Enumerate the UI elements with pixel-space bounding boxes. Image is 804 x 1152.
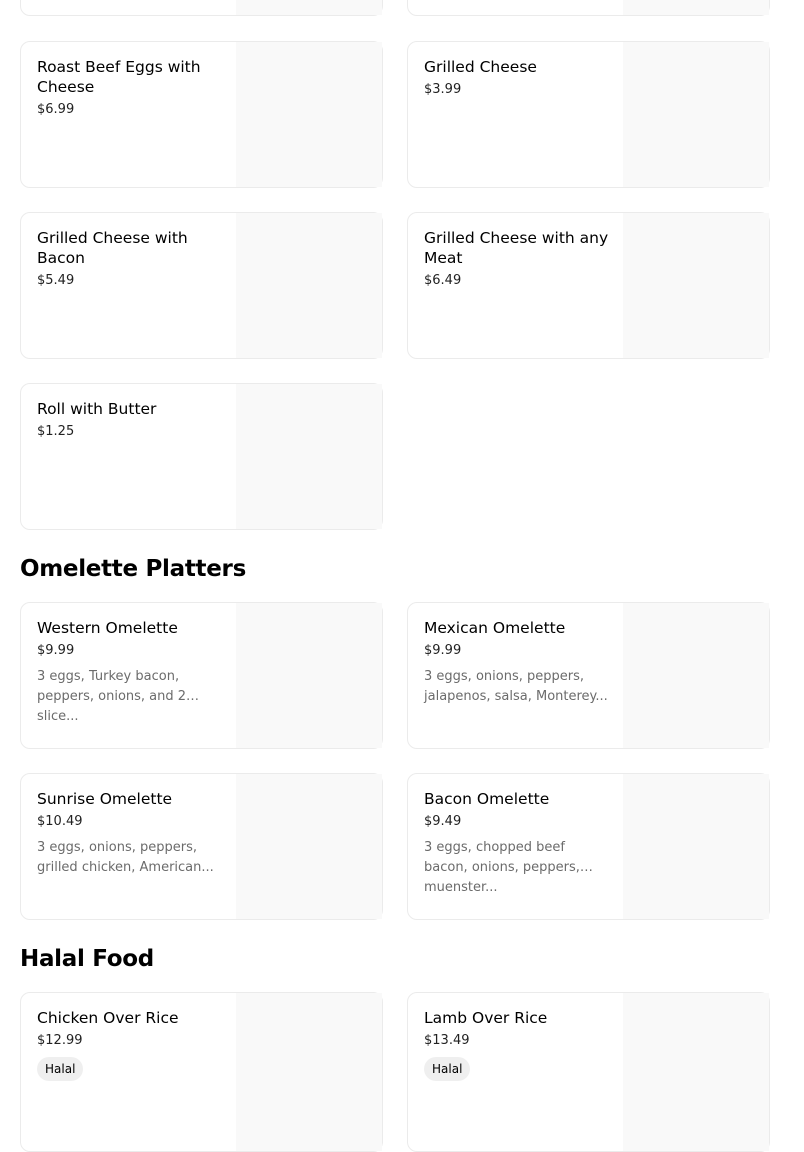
menu-item-roast-beef-eggs[interactable] xyxy=(20,41,383,188)
item-name: Roast Beef Eggs with Cheese xyxy=(37,58,201,96)
item-price: $6.99 xyxy=(37,102,75,117)
item-description: 3 eggs, onions, peppers, grilled chicken, American... xyxy=(37,840,214,875)
menu-item-mexican-omelette[interactable] xyxy=(407,602,770,749)
item-description: 3 eggs, chopped beef bacon, onions, peppers, muenster... xyxy=(424,840,580,895)
item-price: $13.49 xyxy=(424,1033,470,1048)
item-image-placeholder xyxy=(236,603,382,748)
item-price: $3.99 xyxy=(424,82,462,97)
item-image-placeholder xyxy=(236,384,382,529)
section-title-omelette-platters: Omelette Platters xyxy=(20,556,246,582)
section-title-halal-food: Halal Food xyxy=(20,946,154,972)
item-image-placeholder xyxy=(623,774,769,919)
item-image-placeholder xyxy=(236,774,382,919)
item-price: $9.49 xyxy=(424,814,462,829)
menu-item-grilled-cheese-meat[interactable] xyxy=(407,212,770,359)
item-image-placeholder xyxy=(236,42,382,187)
item-image-placeholder xyxy=(623,213,769,358)
item-name: Grilled Cheese with any Meat xyxy=(424,229,609,267)
menu-item-lamb-over-rice[interactable] xyxy=(407,992,770,1152)
menu-item-chicken-over-rice[interactable] xyxy=(20,992,383,1152)
item-price: $9.99 xyxy=(37,643,75,658)
item-price: $10.49 xyxy=(37,814,83,829)
menu-item-roll-butter[interactable] xyxy=(20,383,383,530)
halal-badge: Halal xyxy=(37,1057,83,1081)
item-image-placeholder xyxy=(623,42,769,187)
item-image-placeholder xyxy=(236,213,382,358)
item-image-placeholder xyxy=(623,0,769,15)
item-name: Chicken Over Rice xyxy=(37,1009,179,1027)
item-price: $1.25 xyxy=(37,424,75,439)
item-name: Roll with Butter xyxy=(37,400,157,418)
item-image-placeholder xyxy=(236,0,382,15)
item-description: 3 eggs, Turkey bacon, peppers, onions, and 2 slice... xyxy=(37,669,187,724)
item-image-placeholder xyxy=(236,993,382,1151)
item-image-placeholder xyxy=(623,993,769,1151)
halal-badge: Halal xyxy=(424,1057,470,1081)
item-price: $6.49 xyxy=(424,273,462,288)
menu-item-grilled-cheese-bacon[interactable] xyxy=(20,212,383,359)
item-price: $12.99 xyxy=(37,1033,83,1048)
menu-item-card[interactable] xyxy=(407,0,770,16)
item-name: Sunrise Omelette xyxy=(37,790,173,808)
menu-item-western-omelette[interactable] xyxy=(20,602,383,749)
item-name: Western Omelette xyxy=(37,619,178,637)
item-name: Bacon Omelette xyxy=(424,790,550,808)
menu-item-grilled-cheese[interactable] xyxy=(407,41,770,188)
item-price: $9.99 xyxy=(424,643,462,658)
item-name: Grilled Cheese with Bacon xyxy=(37,229,188,267)
menu-item-card[interactable] xyxy=(20,0,383,16)
item-name: Mexican Omelette xyxy=(424,619,566,637)
item-price: $5.49 xyxy=(37,273,75,288)
item-description: 3 eggs, onions, peppers, jalapenos, salsa, Monterey... xyxy=(424,669,608,704)
item-name: Grilled Cheese xyxy=(424,58,537,76)
item-name: Lamb Over Rice xyxy=(424,1009,548,1027)
menu-item-bacon-omelette[interactable] xyxy=(407,773,770,920)
menu-item-sunrise-omelette[interactable] xyxy=(20,773,383,920)
item-image-placeholder xyxy=(623,603,769,748)
